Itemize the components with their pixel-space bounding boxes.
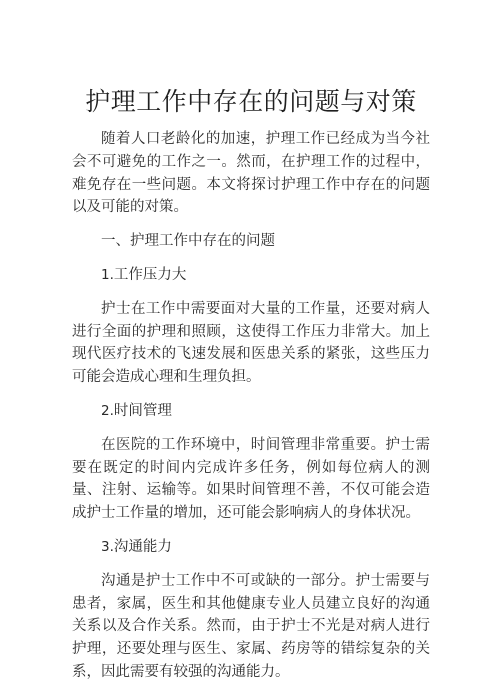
item-number-3: 3. [101, 538, 114, 555]
item-paragraph-2: 在医院的工作环境中，时间管理非常重要。护士需要在既定的时间内完成许多任务，例如每位病人的测量、注射、运输等。如果时间管理不善，不仅可能会造成护士工作量的增加，还可能会影响病人的身体状况。 [72, 436, 430, 522]
item-title-2: 时间管理 [113, 402, 172, 419]
item-number-1: 1. [101, 266, 114, 283]
item-heading-1 [72, 264, 430, 287]
item-number-2: 2. [101, 402, 114, 419]
item-paragraph-3: 沟通是护士工作中不可或缺的一部分。护士需要与患者，家属，医生和其他健康专业人员建立良好的沟通关系以及合作关系。然而，由于护士不光是对病人进行护理，还要处理与医生、家属、药房等的错综复杂的关系，因此需要有较强的沟通能力。 [72, 572, 430, 680]
document-body [72, 128, 430, 684]
item-heading-2 [72, 400, 430, 423]
item-title-3: 沟通能力 [113, 538, 172, 555]
item-title-1: 工作压力大 [113, 266, 187, 283]
document-title: 护理工作中存在的问题与对策 [85, 87, 417, 116]
item-heading-3 [72, 536, 430, 559]
section-heading: 一、护理工作中存在的问题 [101, 233, 275, 250]
item-paragraph-1: 护士在工作中需要面对大量的工作量，还要对病人进行全面的护理和照顾，这使得工作压力非常大。加上现代医疗技术的飞速发展和医患关系的紧张，这些压力可能会造成心理和生理负担。 [72, 300, 430, 386]
intro-paragraph: 随着人口老龄化的加速，护理工作已经成为当今社会不可避免的工作之一。然而，在护理工作的过程中，难免存在一些问题。本文将探讨护理工作中存在的问题以及可能的对策。 [72, 131, 430, 216]
